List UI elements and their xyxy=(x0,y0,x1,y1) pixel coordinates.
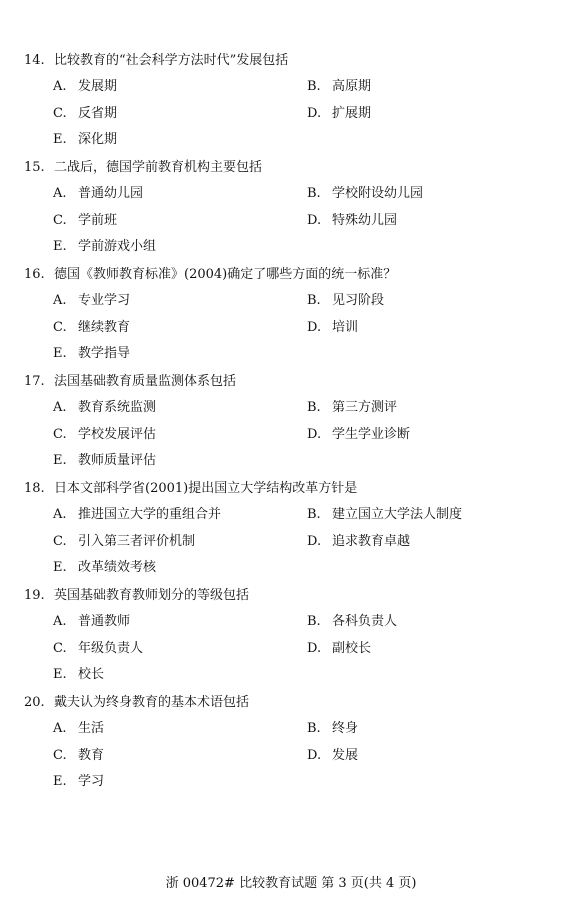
option-e: E. 教学指导 xyxy=(53,346,131,362)
option-d: D. 学生学业诊断 xyxy=(307,426,411,442)
option-b: B. 见习阶段 xyxy=(307,293,385,308)
question-number: 19. xyxy=(24,588,45,603)
option-a: A. 发展期 xyxy=(53,79,118,94)
question-number: 16. xyxy=(24,267,45,282)
question-number: 14. xyxy=(24,53,45,68)
question-15 xyxy=(24,155,564,261)
option-e: E. 校长 xyxy=(53,667,105,683)
question-18 xyxy=(24,476,564,582)
option-c: C. 年级负责人 xyxy=(53,640,144,656)
question-number: 15. xyxy=(24,160,45,175)
option-b: B. 学校附设幼儿园 xyxy=(307,186,424,201)
question-20 xyxy=(24,690,564,796)
question-16 xyxy=(24,262,564,368)
question-14 xyxy=(24,48,564,154)
option-d: D. 特殊幼儿园 xyxy=(307,212,398,228)
option-e: E. 深化期 xyxy=(53,132,118,148)
option-b: B. 第三方测评 xyxy=(307,400,398,415)
option-e: E. 学前游戏小组 xyxy=(53,239,157,255)
option-a: A. 生活 xyxy=(53,721,105,736)
option-d: D. 扩展期 xyxy=(307,105,372,121)
option-d: D. 培训 xyxy=(307,319,359,335)
page-footer: 浙 00472# 比较教育试题 第 3 页(共 4 页) xyxy=(165,876,417,891)
option-a: A. 普通教师 xyxy=(53,614,131,629)
option-c: C. 学校发展评估 xyxy=(53,426,157,442)
option-e: E. 改革绩效考核 xyxy=(53,560,157,576)
option-d: D. 发展 xyxy=(307,747,359,763)
question-stem: 二战后，德国学前教育机构主要包括 xyxy=(54,160,263,175)
question-19 xyxy=(24,583,564,689)
question-stem: 日本文部科学省(2001)提出国立大学结构改革方针是 xyxy=(54,481,358,496)
option-d: D. 副校长 xyxy=(307,640,372,656)
question-stem: 英国基础教育教师划分的等级包括 xyxy=(54,588,250,603)
option-b: B. 终身 xyxy=(307,721,359,736)
option-c: C. 继续教育 xyxy=(53,319,131,335)
option-c: C. 反省期 xyxy=(53,105,118,121)
question-stem: 戴夫认为终身教育的基本术语包括 xyxy=(54,695,250,710)
question-17 xyxy=(24,369,564,475)
option-b: B. 高原期 xyxy=(307,79,372,94)
question-number: 17. xyxy=(24,374,45,389)
question-stem: 德国《教师教育标准》(2004)确定了哪些方面的统一标准？ xyxy=(54,267,397,282)
option-d: D. 追求教育卓越 xyxy=(307,533,411,549)
option-c: C. 教育 xyxy=(53,747,105,763)
option-c: C. 学前班 xyxy=(53,212,118,228)
question-stem: 比较教育的“社会科学方法时代”发展包括 xyxy=(54,53,289,68)
option-b: B. 各科负责人 xyxy=(307,614,398,629)
option-b: B. 建立国立大学法人制度 xyxy=(307,507,463,522)
question-number: 20. xyxy=(24,695,45,710)
option-a: A. 教育系统监测 xyxy=(53,400,157,415)
option-a: A. 普通幼儿园 xyxy=(53,186,144,201)
option-e: E. 学习 xyxy=(53,774,105,790)
option-a: A. 专业学习 xyxy=(53,293,131,308)
option-c: C. 引入第三者评价机制 xyxy=(53,533,196,549)
option-e: E. 教师质量评估 xyxy=(53,453,157,469)
question-number: 18. xyxy=(24,481,45,496)
question-stem: 法国基础教育质量监测体系包括 xyxy=(54,374,237,389)
option-a: A. 推进国立大学的重组合并 xyxy=(53,507,222,522)
